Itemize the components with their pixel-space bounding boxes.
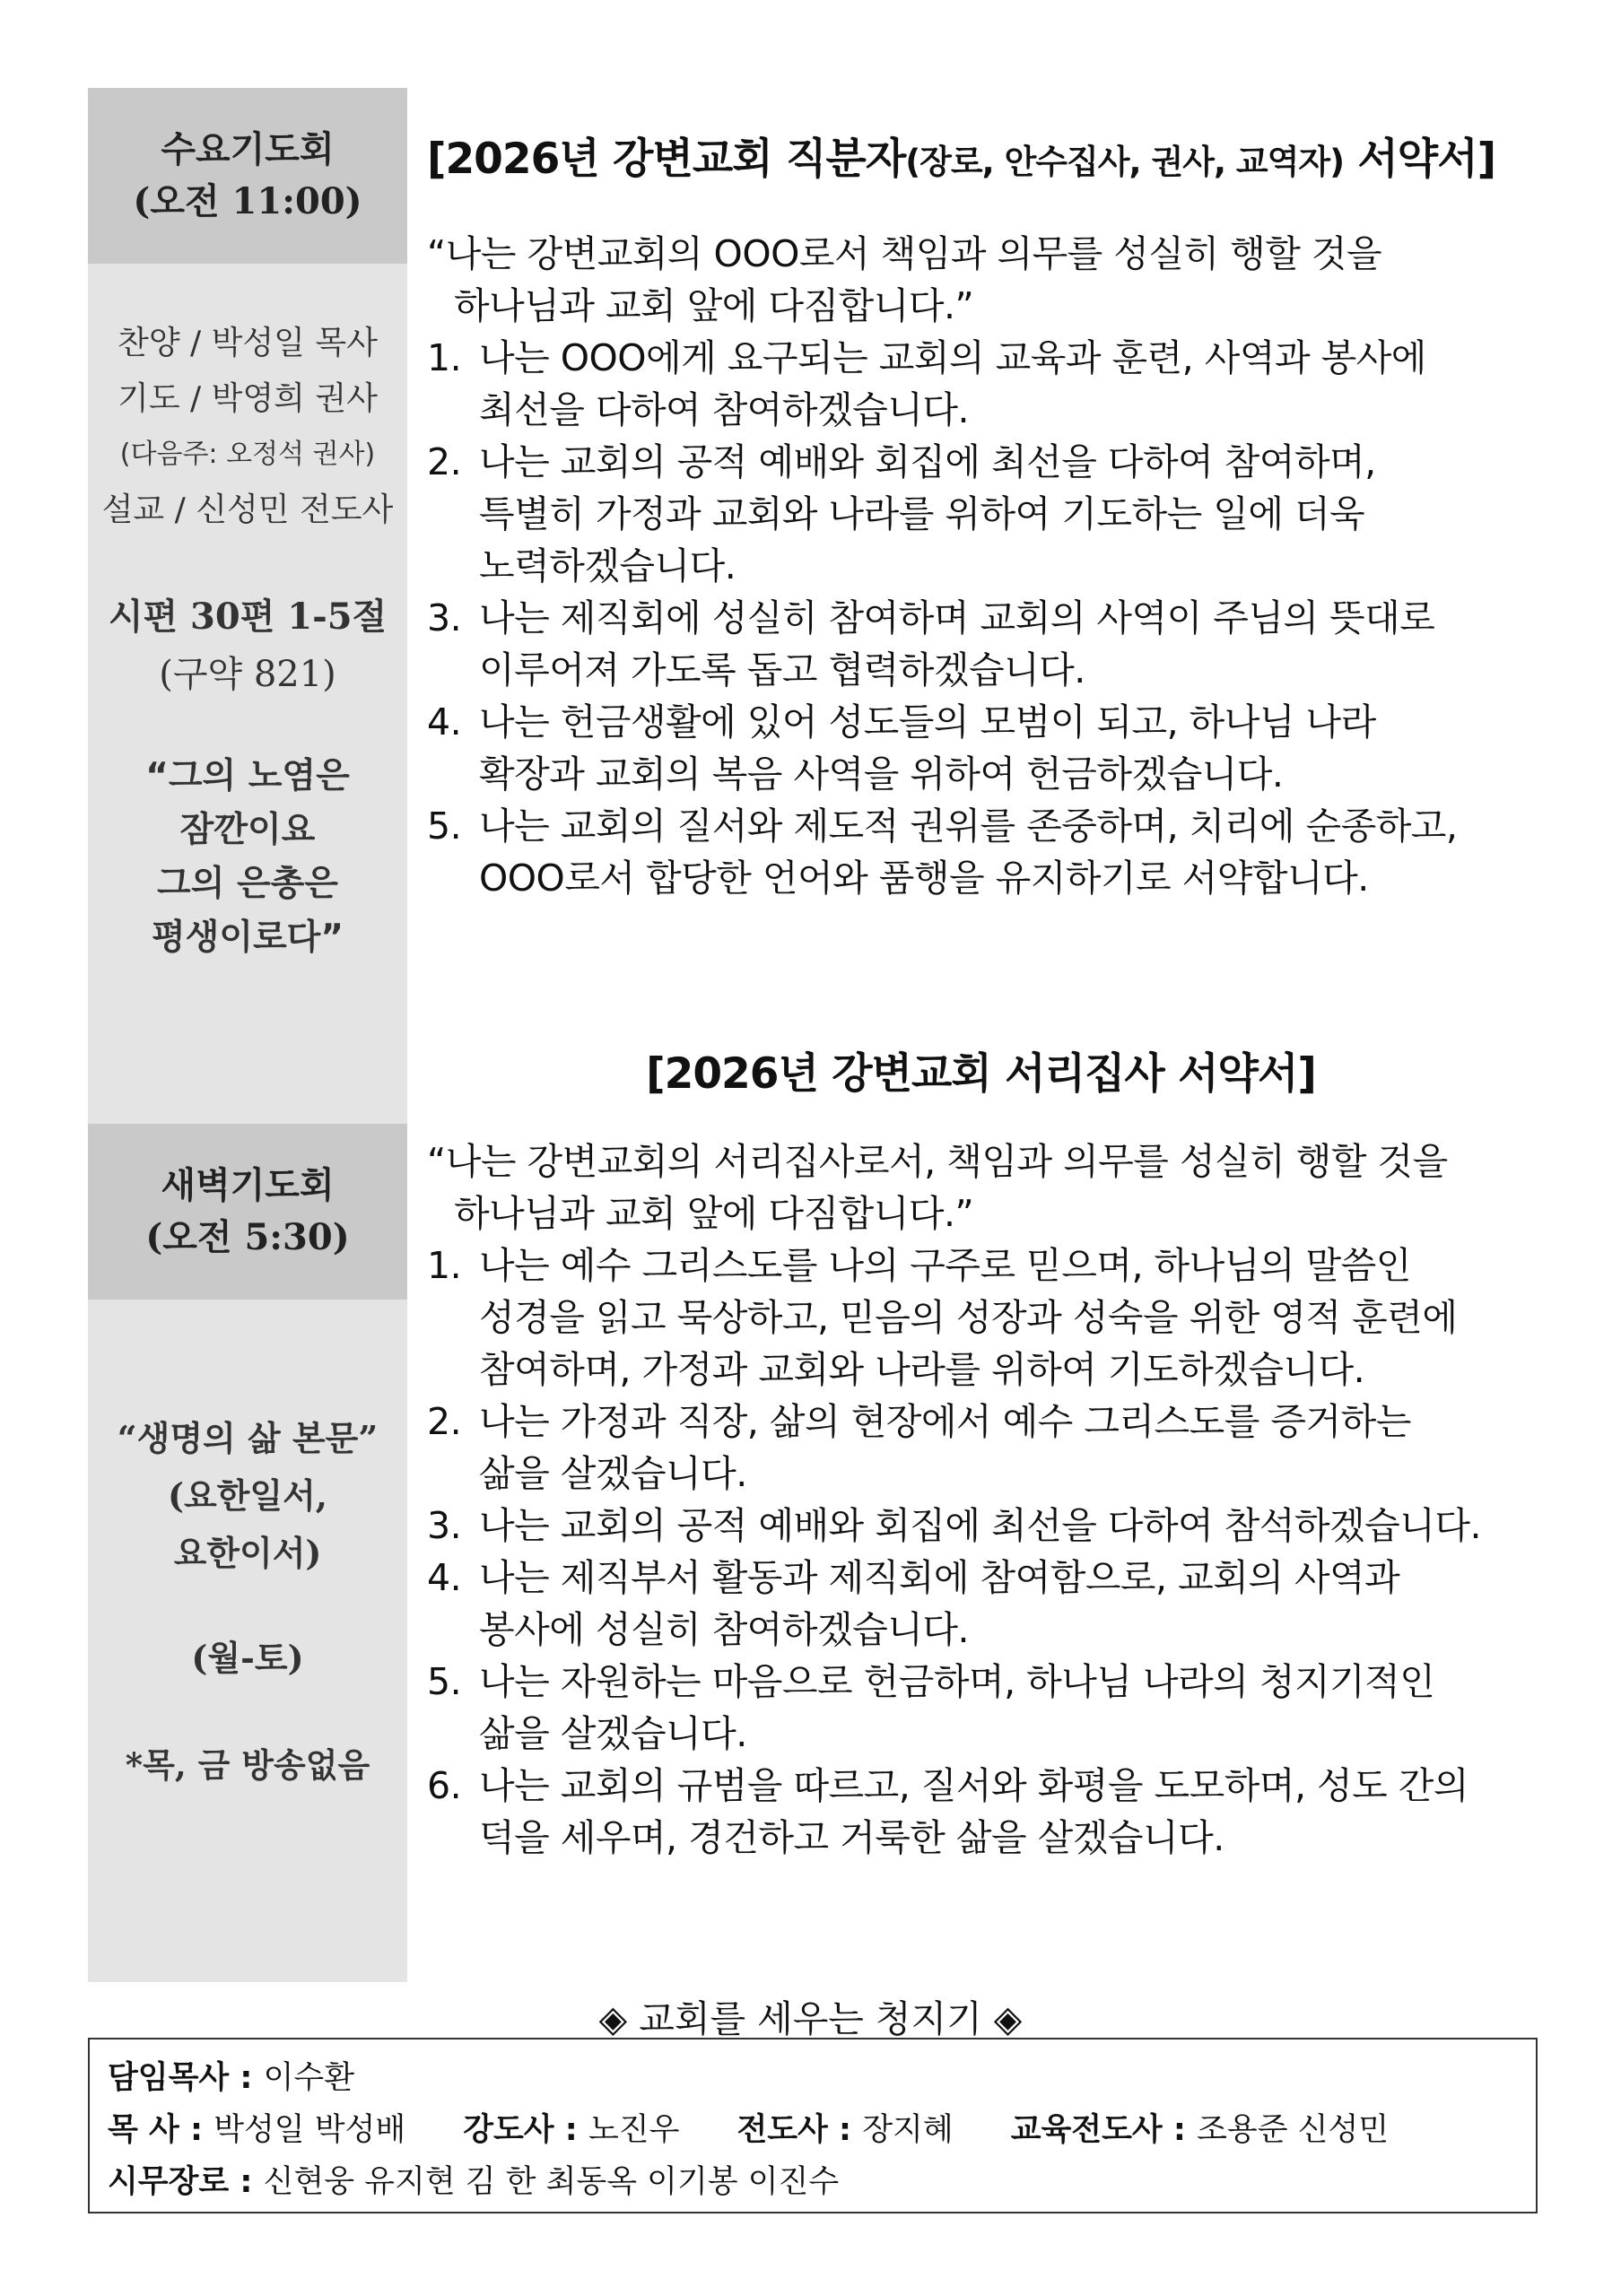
staff-row (108, 2156, 1518, 2208)
quote-line: “그의 노염은 (145, 756, 350, 796)
oath-item-line: 이루어져 가도록 돕고 협력하겠습니다. (479, 648, 1085, 691)
oath-item-line: 나는 자원하는 마음으로 헌금하며, 하나님 나라의 청지기적인 (479, 1660, 1435, 1703)
oath-item-line: 나는 OOO에게 요구되는 교회의 교육과 훈련, 사역과 봉사에 (479, 336, 1426, 379)
dawn-prayer-time: (오전 5:30) (145, 1216, 350, 1258)
oath-item (427, 436, 1532, 592)
staff-entry (108, 2052, 354, 2104)
oath-item-line: 나는 가정과 직장, 삶의 현장에서 예수 그리스도를 증거하는 (479, 1400, 1411, 1443)
oath-item (427, 332, 1532, 436)
oath-item (427, 1239, 1532, 1396)
oath-item-line: 확장과 교회의 복음 사역을 위하여 헌금하겠습니다. (479, 752, 1284, 796)
oath-item-line: OOO로서 합당한 언어와 품행을 유지하기로 서약합니다. (479, 857, 1369, 900)
oath-item-line: 특별히 가정과 교회와 나라를 위하여 기도하는 일에 더욱 (479, 492, 1365, 535)
staff-names: 이수환 (263, 2060, 355, 2096)
oath-item (427, 1500, 1532, 1552)
oath-item-number: 3. (427, 596, 462, 639)
scripture-reference: 시편 30편 1-5절 (108, 596, 388, 638)
staff-entry (108, 2156, 839, 2208)
oath1-title-end: 서약서] (1344, 135, 1496, 184)
oath1-title-roles: (장로, 안수집사, 권사, 교역자) (905, 143, 1345, 181)
oath-item-line: 삶을 살겠습니다. (479, 1712, 747, 1755)
oath-item (427, 1552, 1532, 1656)
oath2-title: [2026년 강변교회 서리집사 서약서] (646, 1049, 1316, 1099)
oath-item-line: 나는 교회의 공적 예배와 회집에 최선을 다하여 참석하겠습니다. (479, 1504, 1482, 1547)
oath-item-number: 4. (427, 1556, 462, 1599)
oath-item-line: 나는 제직회에 성실히 참여하며 교회의 사역이 주님의 뜻대로 (479, 596, 1435, 639)
role-prayer: 기도 / 박영희 권사 (118, 380, 378, 417)
dawn-prayer-header (88, 1124, 407, 1300)
oath1-body (427, 228, 1532, 904)
oath-item (427, 1396, 1532, 1500)
oath-item-line: 노력하겠습니다. (479, 544, 736, 587)
stewards-heading: ◈ 교회를 세우는 청지기 ◈ (598, 1997, 1023, 2040)
oath-intro-line: “나는 강변교회의 서리집사로서, 책임과 의무를 성실히 행할 것을 (427, 1140, 1448, 1183)
staff-entry (1011, 2104, 1389, 2156)
oath-intro-line: 하나님과 교회 앞에 다짐합니다.” (454, 1192, 974, 1235)
dawn-prayer-text (88, 1410, 407, 1582)
staff-names: 박성일 박성배 (214, 2112, 406, 2148)
dawn-text-line: 요한이서) (173, 1533, 322, 1573)
scripture-page: (구약 821) (159, 654, 336, 695)
staff-entry (108, 2104, 405, 2156)
wednesday-prayer-header (88, 88, 407, 264)
oath1-title (427, 126, 1495, 186)
oath-item-number: 5. (427, 1660, 462, 1703)
oath-item (427, 592, 1532, 696)
oath-item (427, 1656, 1532, 1760)
oath-item-line: 나는 교회의 공적 예배와 회집에 최선을 다하여 참여하며, (479, 440, 1376, 483)
oath-item-number: 1. (427, 336, 462, 379)
dawn-prayer-days: (월-토) (191, 1638, 304, 1678)
role-sermon: 설교 / 신성민 전도사 (101, 491, 394, 528)
staff-role-label: 시무장로 : (108, 2164, 264, 2200)
staff-names: 장지혜 (862, 2112, 954, 2148)
staff-entry (463, 2104, 679, 2156)
oath-item-number: 2. (427, 440, 462, 483)
oath2-body (427, 1135, 1532, 1864)
dawn-prayer-title: 새벽기도회 (161, 1164, 335, 1206)
oath-item-line: 나는 제직부서 활동과 제직회에 참여함으로, 교회의 사역과 (479, 1556, 1400, 1599)
oath1-title-main: [2026년 강변교회 직분자 (427, 135, 906, 184)
staff-role-label: 강도사 : (463, 2112, 588, 2148)
oath-item (427, 1760, 1532, 1864)
dawn-text-line: “생명의 삶 본문” (117, 1418, 379, 1458)
oath-item-number: 2. (427, 1400, 462, 1443)
oath-item-line: 나는 교회의 규범을 따르고, 질서와 화평을 도모하며, 성도 간의 (479, 1764, 1468, 1807)
staff-row (108, 2052, 1518, 2104)
oath-item-number: 4. (427, 700, 462, 744)
oath-item (427, 800, 1532, 904)
dawn-text-line: (요한일서, (167, 1475, 328, 1516)
staff-role-label: 교육전도사 : (1010, 2112, 1198, 2148)
oath-item-line: 참여하며, 가정과 교회와 나라를 위하여 기도하겠습니다. (479, 1348, 1365, 1391)
staff-box (88, 2038, 1538, 2213)
wednesday-prayer-title: 수요기도회 (161, 128, 335, 170)
quote-line: 잠깐이요 (179, 810, 316, 850)
staff-names: 조용준 신성민 (1197, 2112, 1390, 2148)
oath-item-number: 3. (427, 1504, 462, 1547)
role-next-week: (다음주: 오정석 권사) (119, 439, 376, 470)
oath-item-number: 6. (427, 1764, 462, 1807)
oath-item-line: 봉사에 성실히 참여하겠습니다. (479, 1608, 969, 1651)
quote-line: 그의 은총은 (157, 864, 338, 904)
oath-item-line: 최선을 다하여 참여하겠습니다. (479, 388, 969, 431)
oath-item (427, 696, 1532, 800)
oath-intro-line: “나는 강변교회의 OOO로서 책임과 의무를 성실히 행할 것을 (427, 232, 1382, 275)
oath-item-line: 삶을 살겠습니다. (479, 1452, 747, 1495)
oath-item-line: 나는 예수 그리스도를 나의 구주로 믿으며, 하나님의 말씀인 (479, 1244, 1411, 1287)
staff-role-label: 담임목사 : (108, 2060, 264, 2096)
oath-item-line: 나는 헌금생활에 있어 성도들의 모범이 되고, 하나님 나라 (479, 700, 1376, 744)
oath-item-line: 나는 교회의 질서와 제도적 권위를 존중하며, 치리에 순종하고, (479, 804, 1458, 848)
staff-names: 신현웅 유지현 김 한 최동옥 이기봉 이진수 (263, 2164, 840, 2200)
wednesday-prayer-time: (오전 11:00) (133, 180, 362, 222)
oath-item-number: 5. (427, 804, 462, 848)
scripture-quote (88, 750, 407, 965)
wednesday-roles (88, 316, 407, 538)
staff-names: 노진우 (588, 2112, 680, 2148)
oath-item-line: 덕을 세우며, 경건하고 거룩한 삶을 살겠습니다. (479, 1816, 1224, 1859)
quote-line: 평생이로다” (151, 918, 344, 958)
role-praise: 찬양 / 박성일 목사 (118, 325, 378, 361)
oath-item-number: 1. (427, 1244, 462, 1287)
staff-role-label: 목 사 : (108, 2112, 214, 2148)
staff-row (108, 2104, 1518, 2156)
oath-intro-line: 하나님과 교회 앞에 다짐합니다.” (454, 284, 974, 327)
oath-item-line: 성경을 읽고 묵상하고, 믿음의 성장과 성숙을 위한 영적 훈련에 (479, 1296, 1458, 1339)
staff-role-label: 전도사 : (736, 2112, 863, 2148)
wednesday-scripture (88, 588, 407, 703)
dawn-prayer-note: *목, 금 방송없음 (125, 1745, 370, 1785)
staff-entry (736, 2104, 953, 2156)
